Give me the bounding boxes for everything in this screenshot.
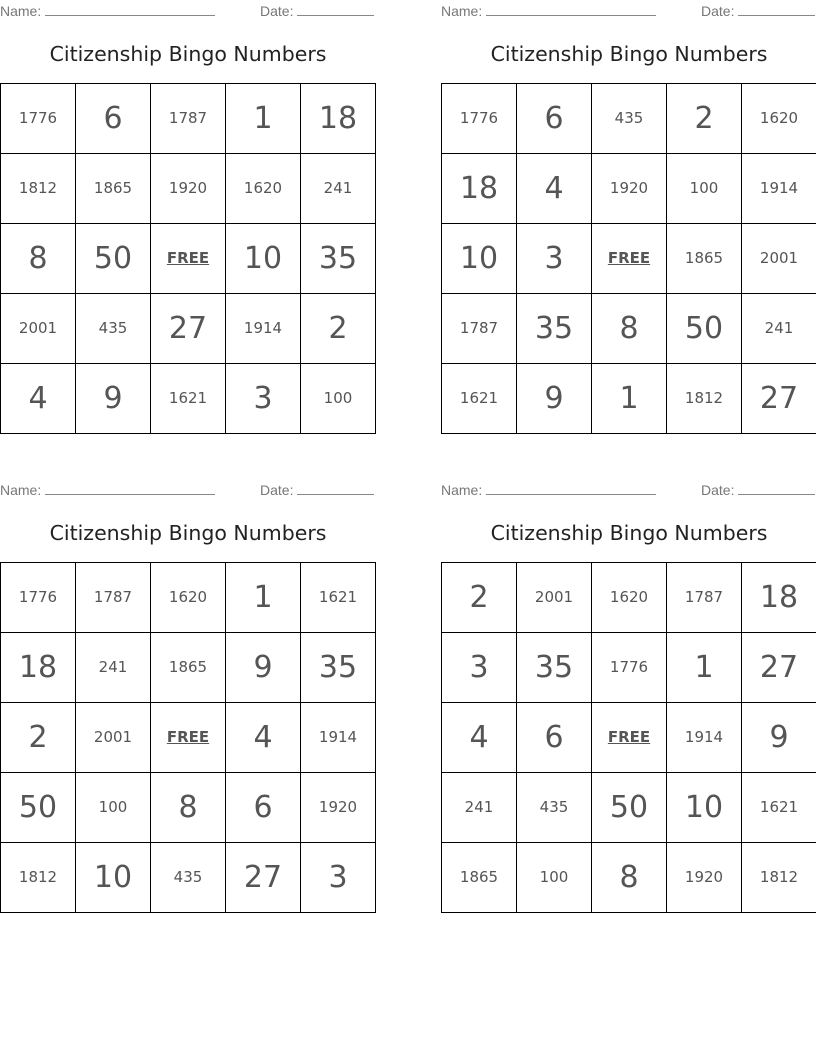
bingo-cell[interactable]: 9 bbox=[742, 703, 816, 773]
bingo-cell[interactable]: 1920 bbox=[151, 154, 226, 224]
bingo-cell[interactable]: 6 bbox=[226, 773, 301, 843]
bingo-cell[interactable]: 1865 bbox=[151, 633, 226, 703]
bingo-cell[interactable]: 6 bbox=[517, 84, 592, 154]
bingo-cell[interactable]: 10 bbox=[667, 773, 742, 843]
name-label: Name: bbox=[0, 482, 42, 498]
bingo-cell[interactable]: 241 bbox=[301, 154, 376, 224]
bingo-cell[interactable]: 1776 bbox=[1, 84, 76, 154]
bingo-cell[interactable]: 35 bbox=[517, 294, 592, 364]
bingo-cell[interactable]: 435 bbox=[76, 294, 151, 364]
bingo-cell[interactable]: 1920 bbox=[301, 773, 376, 843]
bingo-cell[interactable]: 27 bbox=[151, 294, 226, 364]
bingo-cell[interactable]: 1776 bbox=[442, 84, 517, 154]
bingo-cell[interactable]: 8 bbox=[592, 843, 667, 913]
bingo-cell[interactable]: 50 bbox=[592, 773, 667, 843]
bingo-cell[interactable]: 8 bbox=[151, 773, 226, 843]
name-label: Name: bbox=[0, 3, 42, 19]
bingo-row bbox=[442, 154, 816, 224]
bingo-cell[interactable]: 1812 bbox=[1, 843, 76, 913]
name-field[interactable] bbox=[441, 481, 656, 498]
bingo-cell[interactable]: 18 bbox=[1, 633, 76, 703]
bingo-row bbox=[442, 364, 816, 434]
card-title: Citizenship Bingo Numbers bbox=[49, 42, 327, 66]
bingo-cell[interactable]: 50 bbox=[1, 773, 76, 843]
bingo-cell[interactable]: 18 bbox=[301, 84, 376, 154]
bingo-cell[interactable]: 2 bbox=[442, 563, 517, 633]
bingo-cell[interactable]: 50 bbox=[667, 294, 742, 364]
name-blank-line[interactable] bbox=[45, 481, 215, 495]
bingo-row bbox=[442, 563, 816, 633]
bingo-cell[interactable]: 2 bbox=[301, 294, 376, 364]
bingo-cell[interactable]: 35 bbox=[301, 224, 376, 294]
bingo-cell[interactable]: 1914 bbox=[742, 154, 816, 224]
bingo-cell[interactable]: 1776 bbox=[1, 563, 76, 633]
bingo-cell[interactable]: 2001 bbox=[517, 563, 592, 633]
bingo-cell[interactable]: 1 bbox=[226, 563, 301, 633]
bingo-cell[interactable]: 1620 bbox=[226, 154, 301, 224]
bingo-cell[interactable]: 10 bbox=[226, 224, 301, 294]
bingo-cell[interactable]: 4 bbox=[442, 703, 517, 773]
name-blank-line[interactable] bbox=[486, 2, 656, 16]
bingo-cell[interactable]: 6 bbox=[517, 703, 592, 773]
bingo-cell[interactable]: 241 bbox=[76, 633, 151, 703]
bingo-cell[interactable]: 1 bbox=[667, 633, 742, 703]
bingo-cell[interactable]: 1920 bbox=[592, 154, 667, 224]
bingo-cell[interactable]: 3 bbox=[442, 633, 517, 703]
bingo-cell[interactable]: 1620 bbox=[151, 563, 226, 633]
bingo-row bbox=[442, 224, 816, 294]
bingo-cell[interactable]: 9 bbox=[226, 633, 301, 703]
bingo-cell[interactable]: 1787 bbox=[76, 563, 151, 633]
name-blank-line[interactable] bbox=[45, 2, 215, 16]
bingo-cell[interactable]: 435 bbox=[517, 773, 592, 843]
bingo-cell[interactable]: 4 bbox=[1, 364, 76, 434]
bingo-cell[interactable]: 50 bbox=[76, 224, 151, 294]
bingo-cell[interactable]: 2 bbox=[667, 84, 742, 154]
free-space-cell[interactable]: FREE bbox=[592, 703, 667, 773]
bingo-cell[interactable]: 1620 bbox=[742, 84, 816, 154]
bingo-cell[interactable]: 35 bbox=[301, 633, 376, 703]
name-field[interactable] bbox=[0, 2, 215, 19]
free-space-cell[interactable]: FREE bbox=[151, 224, 226, 294]
bingo-card bbox=[0, 479, 376, 919]
bingo-row bbox=[442, 84, 816, 154]
bingo-cell[interactable]: 100 bbox=[301, 364, 376, 434]
name-field[interactable] bbox=[441, 2, 656, 19]
bingo-cell[interactable]: 18 bbox=[442, 154, 517, 224]
bingo-cell[interactable]: 100 bbox=[76, 773, 151, 843]
bingo-cell[interactable]: 1621 bbox=[301, 563, 376, 633]
bingo-cell[interactable]: 1914 bbox=[226, 294, 301, 364]
bingo-row bbox=[1, 563, 376, 633]
bingo-cell[interactable]: 1914 bbox=[301, 703, 376, 773]
bingo-cell[interactable]: 1 bbox=[226, 84, 301, 154]
bingo-cell[interactable]: 4 bbox=[517, 154, 592, 224]
bingo-row bbox=[442, 633, 816, 703]
bingo-cell[interactable]: 1865 bbox=[76, 154, 151, 224]
card-meta bbox=[0, 2, 376, 20]
date-blank-line[interactable] bbox=[297, 2, 374, 16]
bingo-grid bbox=[0, 83, 376, 434]
bingo-cell[interactable]: 6 bbox=[76, 84, 151, 154]
date-blank-line[interactable] bbox=[738, 481, 815, 495]
bingo-cell[interactable]: 435 bbox=[151, 843, 226, 913]
bingo-row bbox=[1, 84, 376, 154]
bingo-cell[interactable]: 18 bbox=[742, 563, 816, 633]
bingo-cell[interactable]: 2 bbox=[1, 703, 76, 773]
bingo-cell[interactable]: 8 bbox=[592, 294, 667, 364]
bingo-cell[interactable]: 1621 bbox=[151, 364, 226, 434]
bingo-cell[interactable]: 1812 bbox=[1, 154, 76, 224]
bingo-cell[interactable]: 2001 bbox=[1, 294, 76, 364]
bingo-cell[interactable]: 435 bbox=[592, 84, 667, 154]
bingo-row bbox=[442, 843, 816, 913]
bingo-row bbox=[1, 364, 376, 434]
bingo-cell[interactable]: 4 bbox=[226, 703, 301, 773]
bingo-cell[interactable]: 1776 bbox=[592, 633, 667, 703]
bingo-card bbox=[441, 0, 816, 440]
bingo-cell[interactable]: 27 bbox=[226, 843, 301, 913]
date-label: Date: bbox=[260, 482, 294, 498]
bingo-cell[interactable]: 1 bbox=[592, 364, 667, 434]
bingo-cell[interactable]: 1787 bbox=[151, 84, 226, 154]
bingo-cell[interactable]: 10 bbox=[442, 224, 517, 294]
card-title: Citizenship Bingo Numbers bbox=[49, 521, 327, 545]
bingo-cell[interactable]: 1621 bbox=[742, 773, 816, 843]
date-label: Date: bbox=[701, 482, 735, 498]
bingo-cell[interactable]: 3 bbox=[226, 364, 301, 434]
bingo-cell[interactable]: 1812 bbox=[667, 364, 742, 434]
bingo-row bbox=[442, 294, 816, 364]
bingo-cell[interactable]: 1865 bbox=[667, 224, 742, 294]
bingo-grid bbox=[0, 562, 376, 913]
bingo-cell[interactable]: 9 bbox=[517, 364, 592, 434]
date-field[interactable] bbox=[260, 481, 374, 498]
bingo-cell[interactable]: 1787 bbox=[442, 294, 517, 364]
bingo-cell[interactable]: 3 bbox=[301, 843, 376, 913]
bingo-row bbox=[1, 703, 376, 773]
bingo-cell[interactable]: 1865 bbox=[442, 843, 517, 913]
date-label: Date: bbox=[260, 3, 294, 19]
bingo-cell[interactable]: 1812 bbox=[742, 843, 816, 913]
bingo-cell[interactable]: 3 bbox=[517, 224, 592, 294]
bingo-cell[interactable]: 9 bbox=[76, 364, 151, 434]
bingo-row bbox=[1, 294, 376, 364]
bingo-row bbox=[1, 843, 376, 913]
bingo-row bbox=[442, 773, 816, 843]
bingo-cell[interactable]: 100 bbox=[667, 154, 742, 224]
card-meta bbox=[0, 481, 376, 499]
free-space-cell[interactable]: FREE bbox=[151, 703, 226, 773]
card-title: Citizenship Bingo Numbers bbox=[490, 42, 768, 66]
bingo-cell[interactable]: 8 bbox=[1, 224, 76, 294]
bingo-grid bbox=[441, 562, 816, 913]
date-field[interactable] bbox=[701, 2, 815, 19]
bingo-row bbox=[1, 773, 376, 843]
name-blank-line[interactable] bbox=[486, 481, 656, 495]
bingo-cell[interactable]: 2001 bbox=[76, 703, 151, 773]
bingo-cell[interactable]: 100 bbox=[517, 843, 592, 913]
bingo-cell[interactable]: 1621 bbox=[442, 364, 517, 434]
card-meta bbox=[441, 481, 816, 499]
bingo-row bbox=[442, 703, 816, 773]
date-blank-line[interactable] bbox=[738, 2, 815, 16]
bingo-row bbox=[1, 633, 376, 703]
bingo-cell[interactable]: 27 bbox=[742, 633, 816, 703]
bingo-grid bbox=[441, 83, 816, 434]
card-meta bbox=[441, 2, 816, 20]
bingo-cell[interactable]: 35 bbox=[517, 633, 592, 703]
bingo-card bbox=[0, 0, 376, 440]
bingo-cell[interactable]: 2001 bbox=[742, 224, 816, 294]
bingo-cell[interactable]: 1920 bbox=[667, 843, 742, 913]
date-label: Date: bbox=[701, 3, 735, 19]
bingo-cell[interactable]: 241 bbox=[742, 294, 816, 364]
bingo-card bbox=[441, 479, 816, 919]
bingo-row bbox=[1, 224, 376, 294]
bingo-cell[interactable]: 27 bbox=[742, 364, 816, 434]
bingo-cell[interactable]: 1787 bbox=[667, 563, 742, 633]
name-field[interactable] bbox=[0, 481, 215, 498]
bingo-row bbox=[1, 154, 376, 224]
date-field[interactable] bbox=[260, 2, 374, 19]
bingo-cell[interactable]: 241 bbox=[442, 773, 517, 843]
name-label: Name: bbox=[441, 482, 483, 498]
card-title: Citizenship Bingo Numbers bbox=[490, 521, 768, 545]
name-label: Name: bbox=[441, 3, 483, 19]
date-blank-line[interactable] bbox=[297, 481, 374, 495]
bingo-cell[interactable]: 10 bbox=[76, 843, 151, 913]
free-space-cell[interactable]: FREE bbox=[592, 224, 667, 294]
bingo-cell[interactable]: 1620 bbox=[592, 563, 667, 633]
date-field[interactable] bbox=[701, 481, 815, 498]
bingo-cell[interactable]: 1914 bbox=[667, 703, 742, 773]
